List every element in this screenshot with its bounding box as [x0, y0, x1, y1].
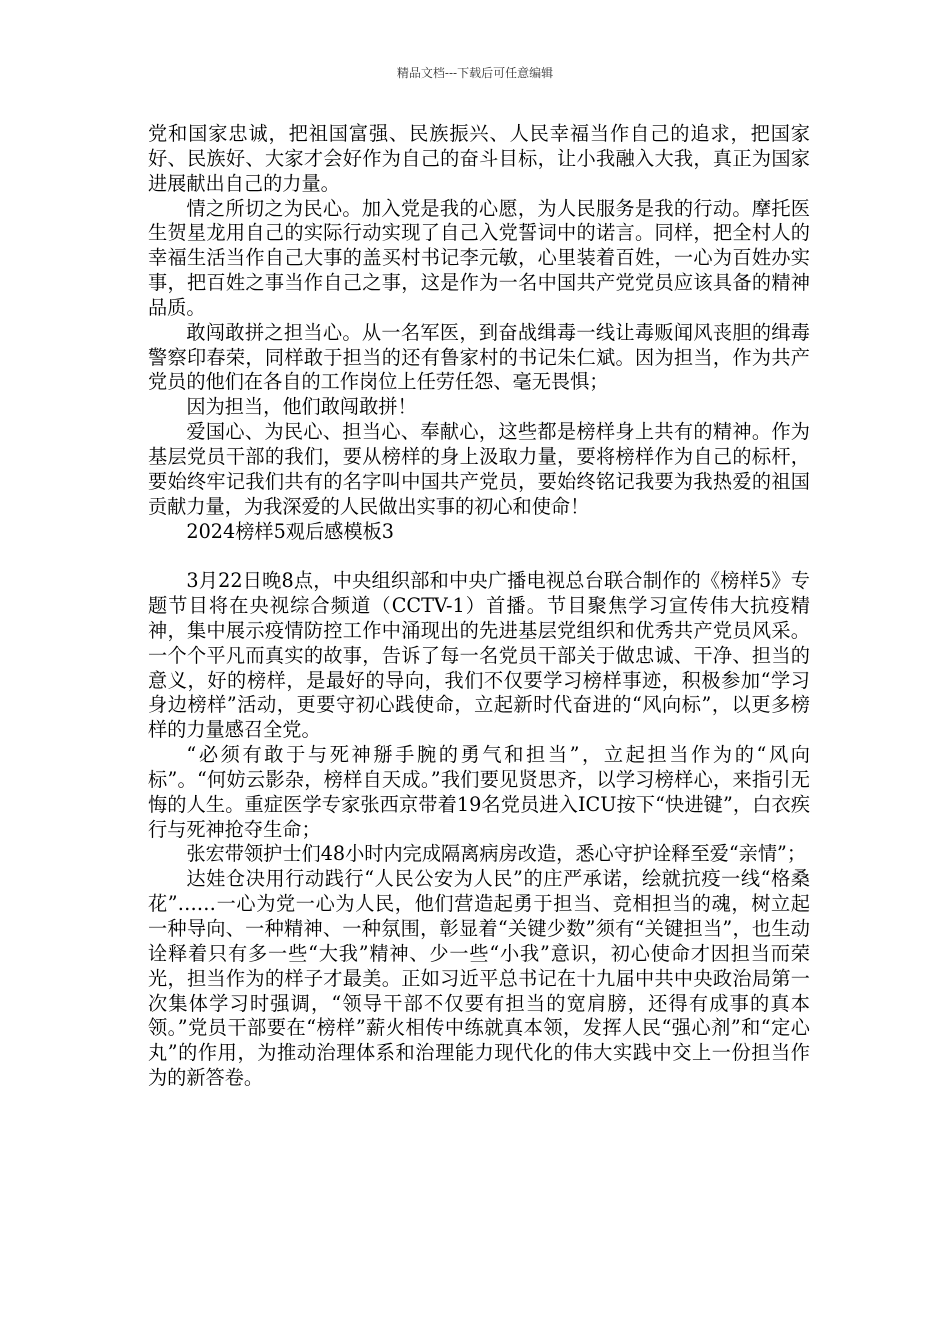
paragraph-5: 爱国心、为民心、担当心、奉献心，这些都是榜样身上共有的精神。作为基层党员干部的我们，要从榜样的身上汲取力量，要将榜样作为自己的标杆，要始终牢记我们共有的名字叫中国共产党员，要始终铭记我要为我热爱的祖国贡献力量，为我深爱的人民做出实事的初心和使命！: [148, 420, 810, 518]
blank-line: [148, 544, 810, 569]
section-title: 2024榜样5观后感模板3: [186, 519, 394, 543]
paragraph-8: 张宏带领护士们48小时内完成隔离病房改造，悉心守护诠释至爱“亲情”；: [186, 842, 807, 866]
paragraph-7: “必须有敢于与死神掰手腕的勇气和担当”，立起担当作为的“风向标”。“何妨云影杂，榜样自天成。”我们要见贤思齐，以学习榜样心，来指引无悔的人生。重症医学专家张西京带着19名党员进入ICU按下“快进键”，白衣疾行与死神抢夺生命；: [148, 743, 810, 841]
paragraph-1: 党和国家忠诚，把祖国富强、民族振兴、人民幸福当作自己的追求，把国家好、民族好、大家才会好作为自己的奋斗目标，让小我融入大我，真正为国家进展献出自己的力量。: [148, 122, 810, 195]
document-body: [148, 122, 810, 1091]
paragraph-4: 因为担当，他们敢闯敢拼！: [186, 395, 417, 419]
paragraph-3: 敢闯敢拼之担当心。从一名军医，到奋战缉毒一线让毒贩闻风丧胆的缉毒警察印春荣，同样敢于担当的还有鲁家村的书记朱仁斌。因为担当，作为共产党员的他们在各自的工作岗位上任劳任怨、毫无畏惧；: [148, 320, 810, 394]
paragraph-9: 达娃仓决用行动践行“人民公安为人民”的庄严承诺，绘就抗疫一线“格桑花”……一心为党一心为人民，他们营造起勇于担当、竞相担当的魂，树立起一种导向、一种精神、一种氛围，彰显着“关键少数”须有“关键担当”，也生动诠释着只有多一些“大我”精神、少一些“小我”意识，初心使命才因担当而荣光，担当作为的样子才最美。正如习近平总书记在十九届中共中央政治局第一次集体学习时强调，“领导干部不仅要有担当的宽肩膀，还得有成事的真本领。”党员干部要在“榜样”薪火相传中练就真本领，发挥人民“强心剂”和“定心丸”的作用，为推动治理体系和治理能力现代化的伟大实践中交上一份担当作为的新答卷。: [148, 867, 810, 1090]
paragraph-2: 情之所切之为民心。加入党是我的心愿，为人民服务是我的行动。摩托医生贺星龙用自己的实际行动实现了自己入党誓词中的诺言。同样，把全村人的幸福生活当作自己大事的盖买村书记李元敏，心里装着百姓，一心为百姓办实事，把百姓之事当作自己之事，这是作为一名中国共产党党员应该具备的精神品质。: [148, 196, 810, 319]
page-header: 精品文档---下载后可任意编辑: [396, 66, 554, 80]
paragraph-6: 3月22日晚8点，中央组织部和中央广播电视总台联合制作的《榜样5》专题节目将在央视综合频道（CCTV-1）首播。节目聚焦学习宣传伟大抗疫精神，集中展示疫情防控工作中涌现出的先进基层党组织和优秀共产党员风采。一个个平凡而真实的故事，告诉了每一名党员干部关于做忠诚、干净、担当的意义，好的榜样，是最好的导向，我们不仅要学习榜样事迹，积极参加“学习身边榜样”活动，更要守初心践使命，立起新时代奋进的“风向标”，以更多榜样的力量感召全党。: [148, 569, 810, 742]
